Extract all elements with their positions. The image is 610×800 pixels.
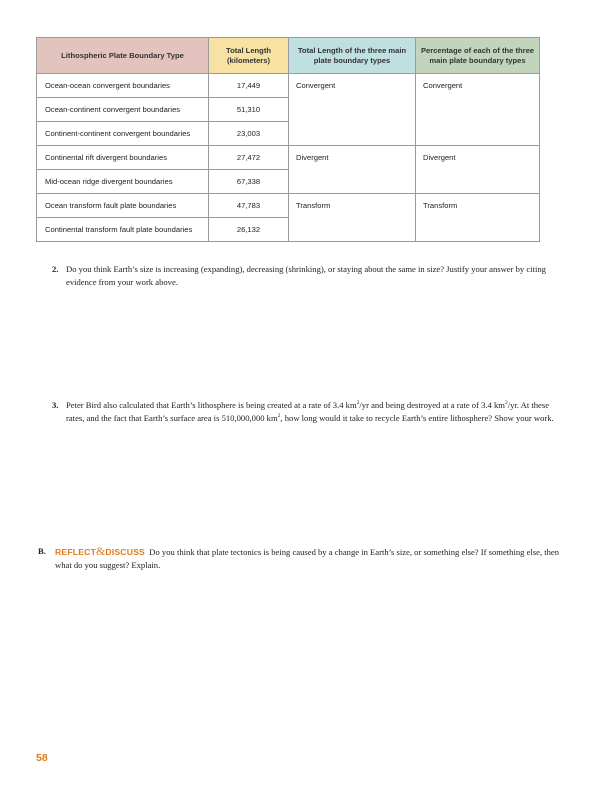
boundary-type-cell: Mid-ocean ridge divergent boundaries bbox=[37, 170, 209, 194]
plate-boundary-table bbox=[36, 37, 540, 242]
prompt-text: Do you think that plate tectonics is being caused by a change in Earth’s size, or something else? If something else, then what do you suggest? Explain. bbox=[55, 547, 560, 570]
question-text-part: /yr and being destroyed at a rate of 3.4 km bbox=[359, 400, 505, 410]
header-boundary-type: Lithospheric Plate Boundary Type bbox=[37, 38, 209, 74]
superscript: 2 bbox=[504, 400, 508, 407]
reflect-label: REFLECT bbox=[55, 547, 97, 557]
section-b-reflect-discuss bbox=[38, 545, 562, 571]
superscript: 2 bbox=[356, 400, 360, 407]
ampersand: & bbox=[96, 544, 106, 558]
question-text bbox=[55, 399, 562, 424]
section-b-text bbox=[38, 545, 562, 571]
boundary-type-cell: Ocean transform fault plate boundaries bbox=[37, 194, 209, 218]
length-cell: 17,449 bbox=[209, 74, 289, 98]
page-number: 58 bbox=[36, 752, 48, 764]
length-cell: 51,310 bbox=[209, 98, 289, 122]
question-text-part: Peter Bird also calculated that Earth’s lithosphere is being created at a rate of 3.4 km bbox=[66, 400, 357, 410]
transform-percentage-cell: Transform bbox=[416, 194, 540, 242]
length-cell: 27,472 bbox=[209, 146, 289, 170]
divergent-total-cell: Divergent bbox=[289, 146, 416, 194]
header-group-total: Total Length of the three main plate boundary types bbox=[289, 38, 416, 74]
boundary-type-cell: Ocean-ocean convergent boundaries bbox=[37, 74, 209, 98]
discuss-label: DISCUSS bbox=[105, 547, 145, 557]
boundary-type-cell: Continent-continent convergent boundaries bbox=[37, 122, 209, 146]
convergent-percentage-cell: Convergent bbox=[416, 74, 540, 146]
length-cell: 26,132 bbox=[209, 218, 289, 242]
boundary-type-cell: Ocean-continent convergent boundaries bbox=[37, 98, 209, 122]
boundary-type-cell: Continental rift divergent boundaries bbox=[37, 146, 209, 170]
question-number: 2. bbox=[52, 264, 59, 274]
header-total-length: Total Length (kilometers) bbox=[209, 38, 289, 74]
question-3 bbox=[52, 399, 562, 424]
table-row bbox=[37, 194, 540, 218]
table-row bbox=[37, 146, 540, 170]
transform-total-cell: Transform bbox=[289, 194, 416, 242]
question-text-part: /yr. At these rates, and the fact that Earth’s surface area is 510,000,000 km bbox=[66, 400, 550, 423]
convergent-total-cell: Convergent bbox=[289, 74, 416, 146]
question-number: 3. bbox=[52, 400, 59, 410]
section-letter: B. bbox=[38, 546, 46, 556]
length-cell: 47,783 bbox=[209, 194, 289, 218]
length-cell: 67,338 bbox=[209, 170, 289, 194]
superscript: 2 bbox=[277, 412, 281, 419]
question-text-part: , how long would it take to recycle Earth’s entire lithosphere? Show your work. bbox=[280, 412, 554, 423]
question-text: Do you think Earth’s size is increasing (expanding), decreasing (shrinking), or staying about the same in size? Justify your answer by citing evidence from your work above. bbox=[66, 264, 546, 287]
header-group-percentage: Percentage of each of the three main plate boundary types bbox=[416, 38, 540, 74]
table-row bbox=[37, 74, 540, 98]
length-cell: 23,003 bbox=[209, 122, 289, 146]
boundary-type-cell: Continental transform fault plate boundaries bbox=[37, 218, 209, 242]
divergent-percentage-cell: Divergent bbox=[416, 146, 540, 194]
question-2 bbox=[52, 263, 562, 288]
